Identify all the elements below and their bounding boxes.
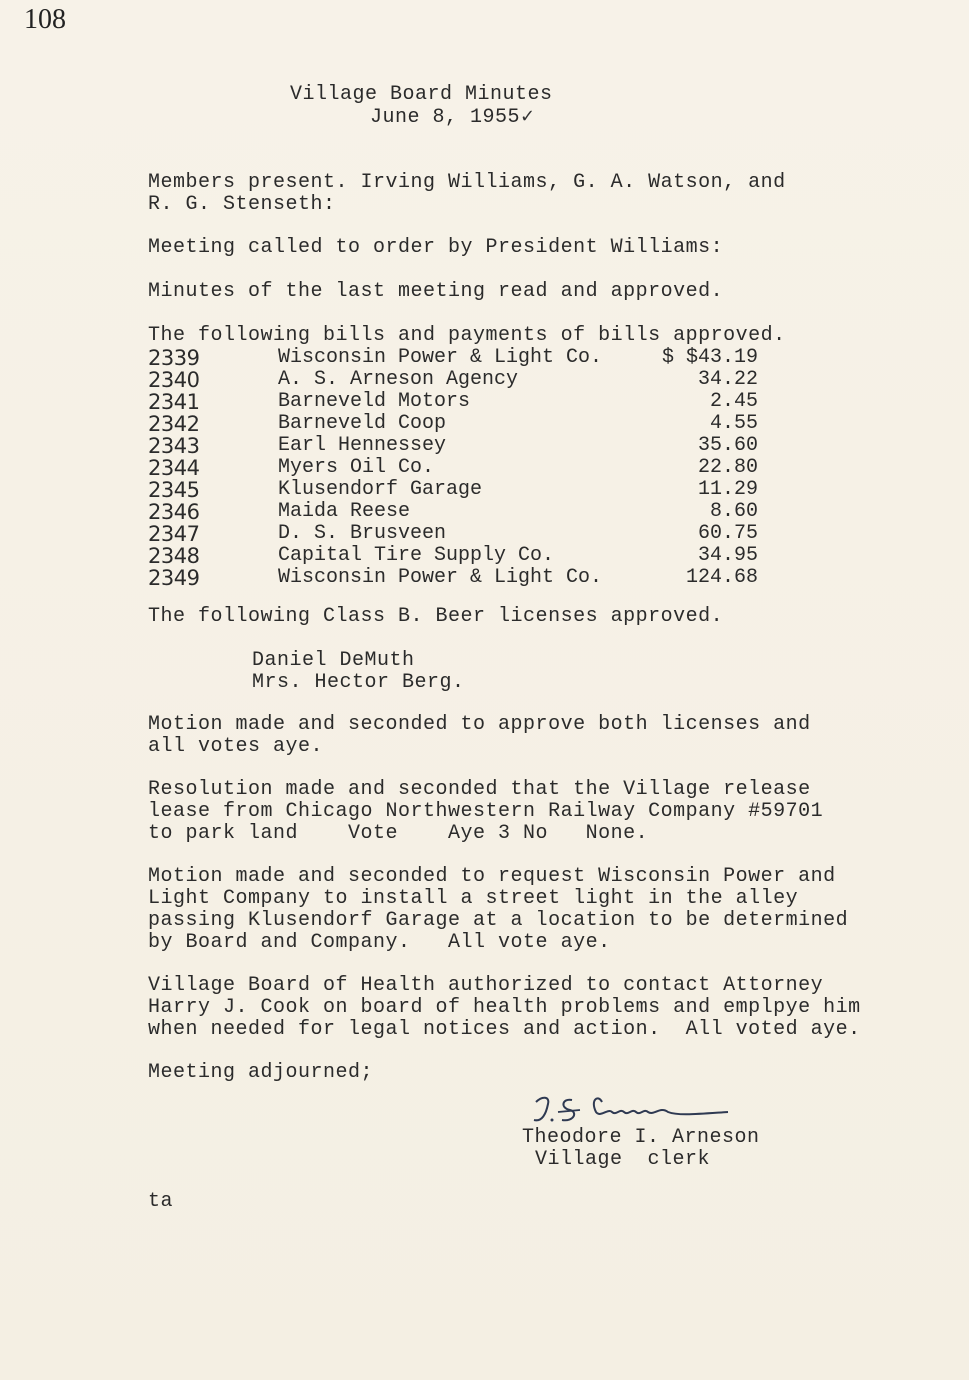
bill-amount: 4.55 — [709, 412, 758, 435]
resolution-line1: Resolution made and seconded that the Village release — [148, 778, 811, 801]
bill-amount: 60.75 — [697, 522, 758, 545]
bill-number: 2342 — [148, 412, 200, 436]
document-title: Village Board Minutes — [290, 83, 553, 106]
meeting-adjourned: Meeting adjourned; — [148, 1061, 374, 1084]
resolution-line3: to park land Vote Aye 3 No None. — [148, 822, 649, 845]
bill-number: 2347 — [148, 522, 200, 546]
bill-amount: 22.80 — [697, 456, 758, 479]
health-line2: Harry J. Cook on board of health problems and emplpye him — [148, 996, 861, 1019]
document-date — [370, 106, 536, 129]
signer-name: Theodore I. Arneson — [522, 1126, 760, 1149]
bill-number: 2343 — [148, 434, 200, 458]
bill-payee: Wisconsin Power & Light Co. — [278, 346, 603, 369]
typist-initials: ta — [148, 1190, 174, 1213]
bill-amount: 34.95 — [697, 544, 758, 567]
check-mark-icon: ✓ — [520, 106, 536, 127]
bill-payee: Wisconsin Power & Light Co. — [278, 566, 603, 589]
bill-number: 2345 — [148, 478, 200, 502]
motion-light-line2: Light Company to install a street light in the alley — [148, 887, 799, 910]
bill-amount: 34.22 — [697, 368, 758, 391]
minutes-approved: Minutes of the last meeting read and approved. — [148, 280, 724, 303]
bill-payee: D. S. Brusveen — [278, 522, 447, 545]
bill-number: 2341 — [148, 390, 200, 414]
bill-amount: 8.60 — [709, 500, 758, 523]
bill-amount: $ $43.19 — [661, 346, 758, 369]
motion-light-line4: by Board and Company. All vote aye. — [148, 931, 611, 954]
bill-number: 2346 — [148, 500, 200, 524]
bill-payee: Earl Hennessey — [278, 434, 447, 457]
members-present-line2: R. G. Stenseth: — [148, 193, 336, 216]
bill-amount: 2.45 — [709, 390, 758, 413]
bill-payee: Myers Oil Co. — [278, 456, 435, 479]
handwritten-signature — [528, 1090, 738, 1130]
resolution-line2: lease from Chicago Northwestern Railway Company #59701 — [148, 800, 824, 823]
motion-licenses-line2: all votes aye. — [148, 735, 324, 758]
motion-light-line3: passing Klusendorf Garage at a location to be determined — [148, 909, 849, 932]
bill-amount: 35.60 — [697, 434, 758, 457]
bill-amount: 124.68 — [685, 566, 758, 589]
licenses-intro: The following Class B. Beer licenses approved. — [148, 605, 724, 628]
health-line3: when needed for legal notices and action. All voted aye. — [148, 1018, 861, 1041]
signer-title: Village clerk — [535, 1148, 711, 1171]
bill-payee: Klusendorf Garage — [278, 478, 483, 501]
bill-number: 2349 — [148, 566, 200, 590]
bill-number: 2348 — [148, 544, 200, 568]
bill-payee: A. S. Arneson Agency — [278, 368, 519, 391]
bills-intro: The following bills and payments of bills approved. — [148, 324, 786, 347]
bill-payee: Barneveld Coop — [278, 412, 447, 435]
bill-payee: Barneveld Motors — [278, 390, 471, 413]
licensee-name: Mrs. Hector Berg. — [252, 671, 465, 694]
bill-number: 2339 — [148, 346, 200, 370]
health-line1: Village Board of Health authorized to contact Attorney — [148, 974, 824, 997]
licensee-name: Daniel DeMuth — [252, 649, 415, 672]
called-to-order: Meeting called to order by President Williams: — [148, 236, 724, 259]
bill-payee: Maida Reese — [278, 500, 411, 523]
motion-light-line1: Motion made and seconded to request Wisconsin Power and — [148, 865, 836, 888]
bill-number: 2344 — [148, 456, 200, 480]
motion-licenses-line1: Motion made and seconded to approve both licenses and — [148, 713, 811, 736]
bill-number: 2340 — [148, 368, 200, 392]
page-number: 108 — [24, 4, 66, 35]
bill-amount: 11.29 — [697, 478, 758, 501]
bill-payee: Capital Tire Supply Co. — [278, 544, 555, 567]
members-present-line1: Members present. Irving Williams, G. A. Watson, and — [148, 171, 786, 194]
date-text: June 8, 1955 — [370, 106, 521, 129]
